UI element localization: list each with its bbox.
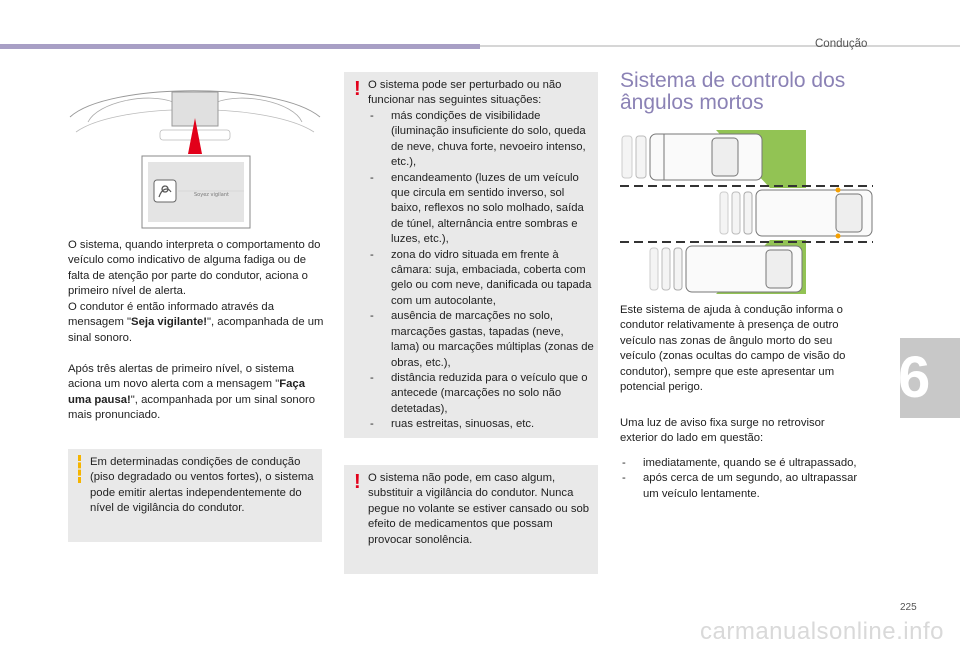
vehicle-ego xyxy=(720,188,872,239)
vehicle-top xyxy=(622,134,762,180)
left-paragraph-3: Após três alertas de primeiro nível, o sistema aciona um novo alerta com a mensagem "Faça uma pausa!", acompanhada por um sinal sonoro mais pronunciado. xyxy=(68,363,316,422)
list-item: - encandeamento (luzes de um veículo que circula em sentido inverso, sol baixo, reflexos no solo molhado, saída de túnel, alternância entre sombras e luzes, etc.), xyxy=(368,171,594,248)
list-item: - distância reduzida para o veículo que o antecede (marcações no solo não detetadas), xyxy=(368,371,594,417)
dashboard-illustration xyxy=(68,62,322,232)
warning-box-1 xyxy=(344,72,598,438)
header-rule xyxy=(480,45,960,47)
watermark: carmanualsonline.info xyxy=(700,618,944,645)
mirror-warning-light xyxy=(836,188,841,193)
message-faca-uma-pausa: Faça uma pausa! xyxy=(68,378,305,406)
warning1-list xyxy=(368,109,594,433)
message-seja-vigilante: Seja vigilante! xyxy=(131,316,208,329)
list-item: - após cerca de um segundo, ao ultrapassar um veículo lentamente. xyxy=(620,471,870,502)
list-item: - más condições de visibilidade (iluminação insuficiente do solo, queda de neve, chuva forte, nevoeiro intenso, etc.), xyxy=(368,109,594,171)
warning2-text: O sistema não pode, em caso algum, substituir a vigilância do condutor. Nunca pegue no volante se estiver cansado ou sob efeito de medicamentos que possam provocar sonolência. xyxy=(368,472,590,546)
right-paragraph-2: Uma luz de aviso fixa surge no retrovisor exterior do lado em questão: xyxy=(620,417,825,445)
left-paragraph-2: O condutor é então informado através da mensagem "Seja vigilante!", acompanhada de um sinal sonoro. xyxy=(68,301,324,344)
warning-icon: ! xyxy=(354,471,361,493)
blind-spot-illustration xyxy=(620,128,875,296)
warning-box-2 xyxy=(344,465,598,574)
warning1-intro: O sistema pode ser perturbado ou não funcionar nas seguintes situações: xyxy=(368,79,562,107)
list-item: - ruas estreitas, sinuosas, etc. xyxy=(368,417,594,432)
chapter-title: Condução xyxy=(815,38,868,50)
right-paragraph-1: Este sistema de ajuda à condução informa o condutor relativamente à presença de outro veículo nas zonas de ângulo morto do seu veículo (zonas ocultas do campo de visão do condutor), sempre que este apresentar um potencial perigo. xyxy=(620,304,846,394)
chapter-number: 6 xyxy=(898,345,931,410)
info-note-text: Em determinadas condições de condução (piso degradado ou ventos fortes), o sistema pode emitir alertas independentemente do nível de vigilância do condutor. xyxy=(90,456,314,515)
right-list xyxy=(620,456,870,502)
list-item: - zona do vidro situada em frente à câmara: suja, embaciada, coberta com gelo ou com neve, danificada ou tapada com um autocolante, xyxy=(368,248,594,310)
list-item: - imediatamente, quando se é ultrapassado, xyxy=(620,456,870,471)
header-bar xyxy=(0,44,480,49)
info-note-box xyxy=(68,449,322,542)
gauge-right xyxy=(217,98,302,122)
warning-icon: ! xyxy=(354,78,361,100)
list-item: - ausência de marcações no solo, marcações gastas, tapadas (neve, lama) ou marcações múltiplas (zonas de obras, etc.), xyxy=(368,309,594,371)
driver-alert-icon xyxy=(154,180,176,202)
page-number: 225 xyxy=(900,602,917,613)
info-note-marker xyxy=(78,455,81,483)
section-title: Sistema de controlo dos ângulos mortos xyxy=(620,69,846,114)
left-paragraph-1: O sistema, quando interpreta o comportamento do veículo como indicativo de alguma fadiga ou de falta de atenção por parte do condutor, aciona o primeiro nível de alerta. xyxy=(68,239,321,298)
vehicle-bottom xyxy=(650,246,802,292)
figure-message: Soyez vigilant xyxy=(194,192,229,198)
